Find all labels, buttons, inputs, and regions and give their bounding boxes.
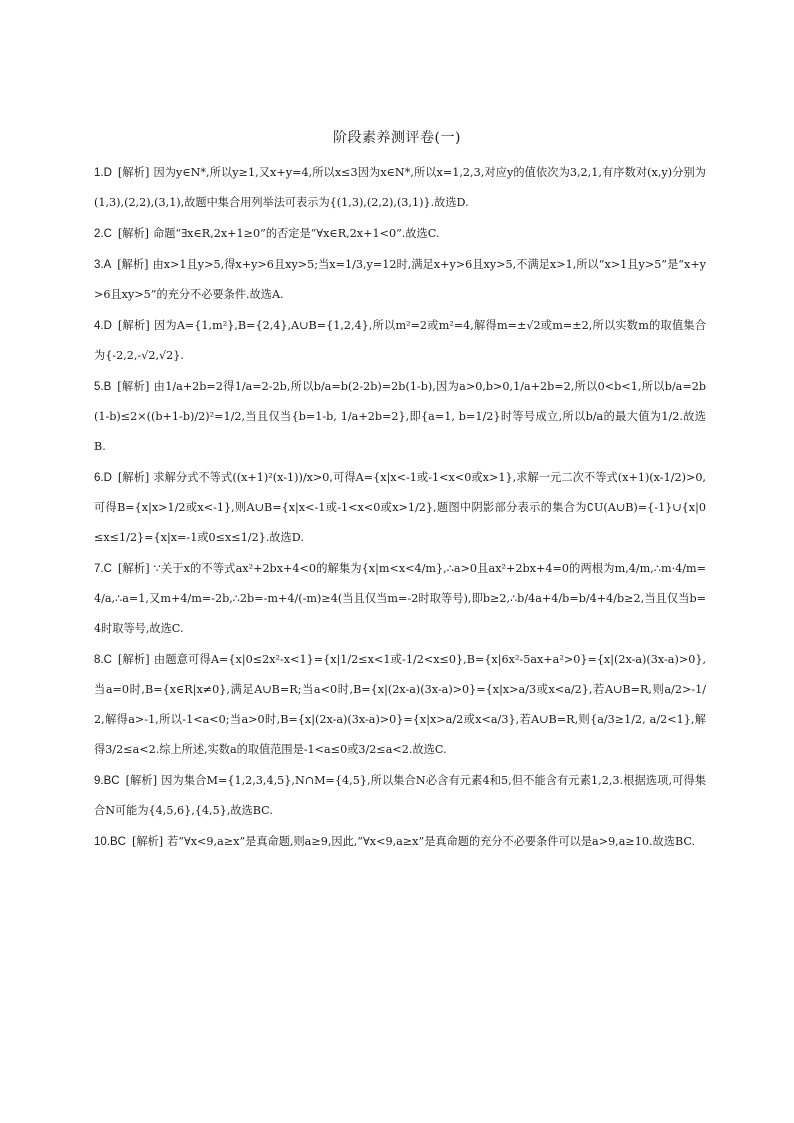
analysis-tag: [解析] — [131, 835, 164, 848]
analysis-tag: [解析] — [117, 166, 150, 179]
answer-number: 8.C — [94, 654, 112, 666]
answer-number: 6.D — [94, 472, 112, 484]
answer-item-9 — [94, 766, 706, 826]
answer-number: 7.C — [94, 563, 112, 575]
answer-text: 由x>1且y>5,得x+y>6且xy>5;当x=1/3,y=12时,满足x+y>6且xy>5,不满足x>1,所以“x>1且y>5”是“x+y>6且xy>5”的充分不必要条件.故选A. — [94, 258, 707, 301]
answer-number: 5.B — [94, 381, 112, 393]
answer-item-6 — [94, 463, 706, 553]
answer-number: 9.BC — [94, 775, 120, 787]
analysis-tag: [解析] — [117, 319, 150, 332]
answer-item-2 — [94, 219, 706, 249]
answer-text: 因为集合M={1,2,3,4,5},N∩M={4,5},所以集合N必含有元素4和5,但不能含有元素1,2,3.根据选项,可得集合N可能为{4,5,6},{4,5},故选BC. — [94, 774, 707, 817]
analysis-tag: [解析] — [117, 227, 150, 240]
answer-number: 2.C — [94, 228, 112, 240]
answer-number: 10.BC — [94, 836, 126, 848]
answer-text: 由题意可得A={x|0≤2x²-x<1}={x|1/2≤x<1或-1/2<x≤0},B={x|6x²-5ax+a²>0}={x|(2x-a)(3x-a)>0},当a=0时,B={x∈R|x≠0},满足A∪B=R;当a<0时,B={x|(2x-a)(3x-a)>0}={x|x>a/3或x<a/2},若A∪B=R,则a/2>-1/2,解得a>-1,所以-1<a<0;当a>0时,B={x|(2x-a)(3x-a)>0}={x|x>a/2或x<a/3},若A∪B=R,则{a/3≥1/2, a/2<1},解得3/2≤a<2.综上所述,实数a的取值范围是-1<a≤0或3/2≤a<2.故选C. — [94, 653, 706, 756]
answer-text: ∵关于x的不等式ax²+2bx+4<0的解集为{x|m<x<4/m},∴a>0且ax²+2bx+4=0的两根为m,4/m,∴m·4/m=4/a,∴a=1,又m+4/m=-2b,∴2b=-m+4/(-m)≥4(当且仅当m=-2时取等号),即b≥2,∴b/4a+4/b=b/4+4/b≥2,当且仅当b=4时取等号,故选C. — [94, 562, 707, 635]
analysis-tag: [解析] — [117, 471, 150, 484]
analysis-tag: [解析] — [125, 774, 158, 787]
answer-item-1 — [94, 158, 706, 218]
answer-item-4 — [94, 311, 706, 371]
answer-text: 由1/a+2b=2得1/a=2-2b,所以b/a=b(2-2b)=2b(1-b),因为a>0,b>0,1/a+2b=2,所以0<b<1,所以b/a=2b(1-b)≤2×((b+1-b)/2)²=1/2,当且仅当{b=1-b, 1/a+2b=2},即{a=1, b=1/2}时等号成立,所以b/a的最大值为1/2.故选B. — [94, 380, 706, 453]
answer-text: 因为A={1,m²},B={2,4},A∪B={1,2,4},所以m²=2或m²=4,解得m=±√2或m=±2,所以实数m的取值集合为{-2,2,-√2,√2}. — [94, 319, 707, 362]
answer-item-5 — [94, 372, 706, 462]
answer-text: 命题“∃x∈R,2x+1≥0”的否定是“∀x∈R,2x+1<0”.故选C. — [153, 227, 440, 240]
analysis-tag: [解析] — [117, 562, 150, 575]
answer-item-7 — [94, 554, 706, 644]
answer-item-3 — [94, 250, 706, 310]
answer-number: 3.A — [94, 259, 112, 271]
answer-text: 若“∀x<9,a≥x”是真命题,则a≥9,因此,“∀x<9,a≥x”是真命题的充分不必要条件可以是a>9,a≥10.故选BC. — [167, 835, 696, 848]
answer-number: 4.D — [94, 320, 112, 332]
analysis-tag: [解析] — [117, 380, 150, 393]
answer-text: 求解分式不等式((x+1)²(x-1))/x>0,可得A={x|x<-1或-1<x<0或x>1},求解一元二次不等式(x+1)(x-1/2)>0,可得B={x|x>1/2或x<-1},则A∪B={x|x<-1或-1<x<0或x>1/2},题图中阴影部分表示的集合为∁U(A∪B)={-1}∪{x|0≤x≤1/2}={x|x=-1或0≤x≤1/2}.故选D. — [94, 471, 706, 544]
answer-item-10 — [94, 827, 706, 857]
analysis-tag: [解析] — [117, 258, 149, 271]
page-title: 阶段素养测评卷(一) — [333, 130, 461, 146]
answer-list — [94, 158, 706, 858]
analysis-tag: [解析] — [117, 653, 150, 666]
answer-item-8 — [94, 645, 706, 765]
answer-text: 因为y∈N*,所以y≥1,又x+y=4,所以x≤3因为x∈N*,所以x=1,2,3,对应y的值依次为3,2,1,有序数对(x,y)分别为(1,3),(2,2),(3,1),故题中集合用列举法可表示为{(1,3),(2,2),(3,1)}.故选D. — [94, 166, 706, 209]
answer-number: 1.D — [94, 167, 112, 179]
